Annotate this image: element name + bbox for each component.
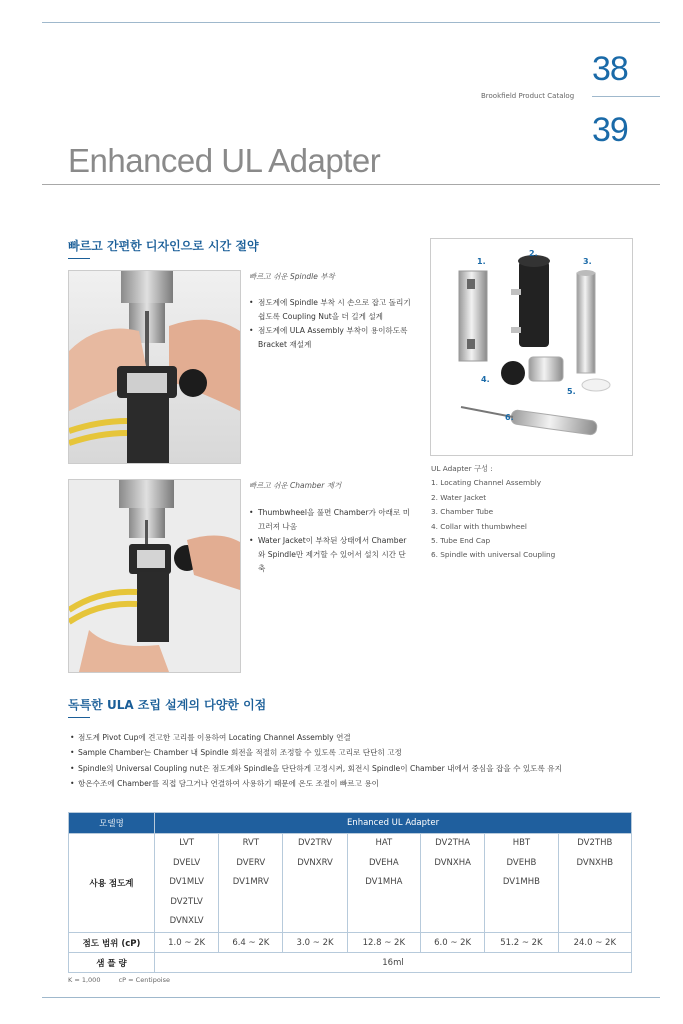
- range-cell: 51.2 ~ 2K: [485, 933, 558, 953]
- section1-heading-underline: [68, 258, 90, 259]
- row-header-viscometer: 사용 점도계: [69, 834, 155, 933]
- viscometer-cell: [421, 834, 485, 933]
- ul-adapter-parts-illustration: [431, 239, 632, 455]
- model-name: DV1MHA: [365, 877, 403, 887]
- composition-item: 4. Collar with thumbwheel: [431, 521, 527, 531]
- spindle-attach-bullet: • 점도계에 Spindle 부착 시 손으로 잡고 돌리기 쉽도록 Coupling Nut을 더 길게 설계: [249, 296, 411, 324]
- model-name: DV2TLV: [170, 896, 203, 907]
- model-name: DV1MHB: [502, 877, 540, 887]
- table-header-model: 모델명: [69, 813, 155, 834]
- model-name: HBT: [512, 838, 531, 848]
- composition-item: 5. Tube End Cap: [431, 536, 491, 546]
- composition-item: 2. Water Jacket: [431, 492, 487, 502]
- part-label-1: 1.: [477, 257, 486, 266]
- model-name: DV1MLV: [169, 877, 204, 887]
- composition-item: 1. Locating Channel Assembly: [431, 478, 542, 488]
- part-label-5: 5.: [567, 387, 576, 396]
- chamber-remove-bullet: • Thumbwheel을 풀면 Chamber가 아래로 미끄러져 나옴: [249, 506, 411, 534]
- model-name: DVERV: [236, 857, 266, 868]
- page-title: Enhanced UL Adapter: [68, 142, 381, 179]
- composition-item: 3. Chamber Tube: [431, 507, 494, 517]
- table-header-product: Enhanced UL Adapter: [155, 813, 632, 834]
- page-number-rule: [592, 96, 660, 97]
- model-name: DV1MRV: [232, 877, 269, 887]
- table-row-sample: [69, 953, 632, 973]
- section2-heading: 독특한 ULA 조립 설계의 다양한 이점: [68, 698, 267, 712]
- section2-heading-underline: [68, 717, 90, 718]
- range-cell: 1.0 ~ 2K: [155, 933, 219, 953]
- table-row-viscometer: [69, 834, 632, 933]
- viscometer-cell: [155, 834, 219, 933]
- spindle-attach-photo: [68, 270, 241, 464]
- model-name: DVEHA: [368, 857, 399, 868]
- model-name: DVNXLV: [169, 916, 204, 926]
- ul-adapter-composition: [431, 462, 555, 563]
- catalog-name: Brookfield Product Catalog: [481, 92, 575, 100]
- footnote-k: K = 1,000: [68, 976, 101, 984]
- row-header-sample: 샘 플 량: [69, 953, 155, 973]
- table-row-range: [69, 933, 632, 953]
- benefit-item: • Spindle의 Universal Coupling nut은 점도계와 Spindle을 단단하게 고정시켜, 회전시 Spindle이 Chamber 내에서 중심을 잡을 수 있도록 유지: [70, 761, 562, 776]
- caption-chamber-remove: 빠르고 쉬운 Chamber 제거: [249, 481, 342, 490]
- viscometer-cell: [485, 834, 558, 933]
- benefit-item: • 항온수조에 Chamber를 직접 담그거나 연결하여 사용하기 때문에 온도 조절이 빠르고 용이: [70, 776, 562, 791]
- model-name: DV2TRV: [298, 838, 333, 848]
- composition-title: UL Adapter 구성 :: [431, 464, 493, 473]
- viscometer-cell: [283, 834, 347, 933]
- caption-spindle-attach: 빠르고 쉬운 Spindle 부착: [249, 272, 335, 281]
- model-name: DV2THA: [435, 838, 471, 848]
- spindle-attach-bullet: • 점도계에 ULA Assembly 부착이 용이하도록 Bracket 재설계: [249, 324, 411, 352]
- chamber-remove-bullets: [249, 506, 411, 576]
- model-name: DVNXRV: [297, 857, 333, 868]
- bottom-rule: [42, 997, 660, 998]
- model-name: DVELV: [173, 857, 201, 868]
- model-name: DVNXHB: [576, 857, 614, 868]
- composition-item: 6. Spindle with universal Coupling: [431, 550, 556, 560]
- part-label-4: 4.: [481, 375, 490, 384]
- model-name: HAT: [375, 838, 393, 848]
- chamber-remove-photo: [68, 479, 241, 673]
- title-rule: [42, 184, 660, 185]
- section1-heading: 빠르고 간편한 디자인으로 시간 절약: [68, 239, 259, 253]
- part-label-2: 2.: [529, 249, 538, 258]
- model-name: DVNXHA: [434, 857, 471, 868]
- row-header-range: 점도 범위 (cP): [69, 933, 155, 953]
- benefit-item: • Sample Chamber는 Chamber 내 Spindle 회전을 적절히 조정할 수 있도록 고리로 단단히 고정: [70, 745, 562, 760]
- footnote-cp: cP = Centipoise: [118, 976, 170, 984]
- ula-benefits-list: [70, 730, 562, 792]
- page-number-left: 38: [592, 50, 628, 88]
- footnote: [68, 976, 170, 984]
- range-cell: 6.0 ~ 2K: [421, 933, 485, 953]
- model-name: DV2THB: [577, 838, 613, 848]
- spindle-attach-bullets: [249, 296, 411, 352]
- chamber-remove-bullet: • Water Jacket이 부착된 상태에서 Chamber와 Spindle만 제거할 수 있어서 설치 시간 단축: [249, 534, 411, 576]
- model-name: LVT: [179, 838, 195, 848]
- page-number-right: 39: [592, 111, 628, 149]
- viscometer-cell: [219, 834, 283, 933]
- viscometer-cell: [347, 834, 420, 933]
- benefit-item: • 점도계 Pivot Cup에 견고한 고리를 이용하여 Locating Channel Assembly 연결: [70, 730, 562, 745]
- viscometer-cell: [558, 834, 631, 933]
- ul-adapter-parts-photo: [430, 238, 633, 456]
- sample-volume-cell: 16ml: [155, 953, 632, 973]
- range-cell: 3.0 ~ 2K: [283, 933, 347, 953]
- range-cell: 24.0 ~ 2K: [558, 933, 631, 953]
- spindle-attach-illustration: [69, 271, 240, 463]
- top-rule: [42, 22, 660, 23]
- part-label-3: 3.: [583, 257, 592, 266]
- spec-table: [68, 812, 632, 973]
- model-name: RVT: [242, 838, 260, 848]
- chamber-remove-illustration: [69, 480, 240, 672]
- part-label-6: 6.: [505, 413, 514, 422]
- range-cell: 6.4 ~ 2K: [219, 933, 283, 953]
- range-cell: 12.8 ~ 2K: [347, 933, 420, 953]
- model-name: DVEHB: [506, 857, 537, 868]
